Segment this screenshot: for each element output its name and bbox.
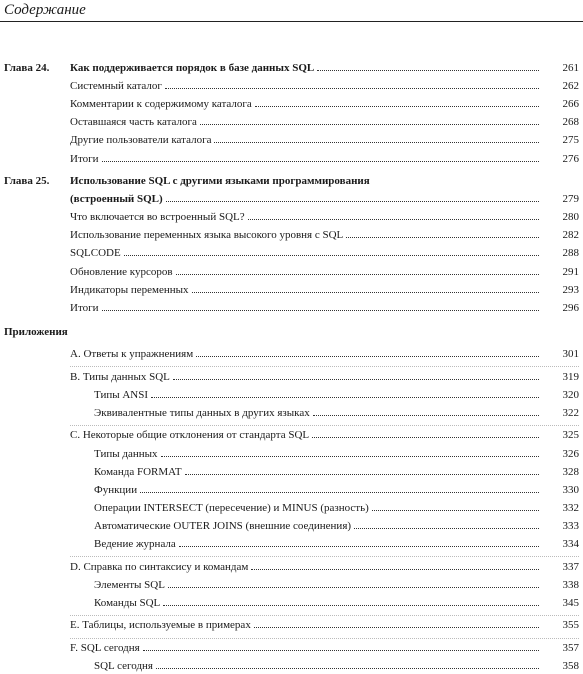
dot-leader [102, 161, 539, 162]
dot-leader [200, 124, 539, 125]
dot-leader [168, 587, 539, 588]
toc-entry[interactable] [94, 659, 583, 673]
appendix-subsection-line[interactable] [0, 406, 583, 420]
appendix-line[interactable] [0, 641, 583, 655]
toc-entry-title: A. Ответы к упражнениям [70, 348, 194, 360]
dot-leader [165, 88, 539, 89]
toc-page-number: 266 [562, 98, 579, 111]
toc-entry[interactable] [70, 174, 583, 188]
group-separator [70, 615, 579, 616]
dot-leader [346, 237, 539, 238]
dot-leader [372, 510, 539, 511]
toc-entry[interactable] [70, 283, 583, 297]
appendix-subsection-line[interactable] [0, 388, 583, 402]
toc-page-number: 275 [562, 134, 579, 147]
toc-entry[interactable] [70, 61, 583, 75]
toc-entry-title: SQLCODE [70, 247, 121, 260]
toc-page-number: 261 [562, 62, 579, 74]
chapter-section-line[interactable] [0, 152, 583, 166]
toc-entry-title: Операции INTERSECT (пересечение) и MINUS (разность) [94, 501, 369, 514]
chapter-section-line[interactable] [0, 79, 583, 93]
toc-entry[interactable] [70, 192, 583, 206]
toc-page-number: 279 [562, 193, 579, 206]
dot-leader [192, 292, 539, 293]
toc-entry-title: Оставшаяся часть каталога [70, 116, 197, 129]
toc-entry[interactable] [70, 246, 583, 260]
toc-entry[interactable] [70, 370, 583, 384]
appendix-subsection-line[interactable] [0, 501, 583, 515]
toc-page-number: 328 [562, 465, 579, 478]
toc-page-number: 322 [562, 406, 579, 419]
toc-page-number: 334 [562, 538, 579, 550]
dot-leader [255, 106, 539, 107]
dot-leader [248, 219, 539, 220]
chapter-number: Глава 25. [4, 175, 50, 187]
toc-entry[interactable] [70, 152, 583, 166]
toc-entry[interactable] [94, 447, 583, 461]
chapter-section-line[interactable] [0, 97, 583, 111]
toc-entry[interactable] [70, 79, 583, 93]
appendix-subsection-line[interactable] [0, 578, 583, 592]
toc-entry-title: Другие пользователи каталога [70, 134, 212, 147]
toc-entry-title: D. Справка по синтаксису и командам [70, 560, 249, 573]
toc-entry-title: Итоги [70, 152, 99, 165]
dot-leader [163, 605, 539, 606]
running-header: Содержание [4, 2, 86, 18]
appendix-subsection-line[interactable] [0, 519, 583, 533]
chapter-section-line[interactable] [0, 133, 583, 147]
toc-entry-title: SQL сегодня [94, 660, 153, 673]
toc-entry[interactable] [70, 115, 583, 129]
toc-page-number: 280 [562, 211, 579, 224]
toc-page-number: 291 [562, 265, 579, 278]
group-separator [70, 425, 579, 426]
dot-leader [317, 70, 539, 71]
dot-leader [124, 255, 539, 256]
dot-leader [214, 142, 539, 143]
dot-leader [179, 546, 539, 547]
group-separator [70, 366, 579, 367]
appendix-subsection-line[interactable] [0, 465, 583, 479]
group-separator [70, 638, 579, 639]
toc-entry-title: (встроенный SQL) [70, 193, 163, 206]
chapter-title-line[interactable] [0, 192, 583, 206]
toc-entry-title: Итоги [70, 301, 99, 314]
dot-leader [251, 569, 539, 570]
toc-entry[interactable] [70, 560, 583, 574]
dot-leader [173, 379, 539, 380]
toc-page-number: 326 [562, 447, 579, 460]
toc-entry[interactable] [70, 428, 583, 442]
dot-leader [312, 437, 539, 438]
toc-page-number: 330 [562, 483, 579, 496]
toc-entry[interactable] [70, 347, 583, 361]
toc-entry-title: E. Таблицы, используемые в примерах [70, 619, 251, 632]
toc-entry-title: Функции [94, 483, 138, 496]
header-rule [0, 21, 583, 22]
toc-page-number: 332 [562, 501, 579, 514]
toc-entry[interactable] [94, 596, 583, 610]
toc-entry-title: Элементы SQL [94, 578, 165, 591]
toc-page-number: 319 [562, 370, 579, 383]
toc-page-number: 325 [562, 429, 579, 442]
toc-entry[interactable] [70, 641, 583, 655]
appendices-heading: Приложения [4, 326, 68, 338]
toc-entry-title: Ведение журнала [94, 538, 176, 550]
toc-page-number: 338 [562, 578, 579, 591]
dot-leader [143, 650, 539, 651]
chapter-title-line[interactable] [0, 174, 583, 188]
appendix-line[interactable] [0, 618, 583, 632]
toc-page-number: 301 [562, 348, 579, 360]
toc-page-number: 345 [562, 596, 579, 609]
toc-entry-title: Комментарии к содержимому каталога [70, 98, 252, 111]
appendix-subsection-line[interactable] [0, 483, 583, 497]
toc-entry-title: Эквивалентные типы данных в других языках [94, 406, 310, 419]
toc-entry[interactable] [94, 537, 583, 551]
toc-entry-title: Типы данных [94, 447, 158, 460]
chapter-section-line[interactable] [0, 115, 583, 129]
appendix-subsection-line[interactable] [0, 447, 583, 461]
toc-entry-title: Автоматические OUTER JOINS (внешние соединения) [94, 519, 352, 532]
toc-page-number: 276 [562, 152, 579, 165]
chapter-section-line[interactable] [0, 283, 583, 297]
toc-page-number: 293 [562, 283, 579, 296]
toc-entry[interactable] [70, 618, 583, 632]
appendix-line[interactable] [0, 347, 583, 361]
toc-page-number: 262 [562, 80, 579, 93]
toc-entry[interactable] [94, 465, 583, 479]
toc-entry[interactable] [70, 97, 583, 111]
toc-entry-title: B. Типы данных SQL [70, 370, 170, 383]
chapter-title-line[interactable] [0, 61, 583, 75]
chapter-section-line[interactable] [0, 246, 583, 260]
dot-leader [102, 310, 539, 311]
group-separator [70, 556, 579, 557]
toc-page-number: 337 [562, 560, 579, 573]
toc-entry-title: Системный каталог [70, 80, 162, 93]
dot-leader [156, 668, 539, 669]
toc-page-number: 282 [562, 229, 579, 242]
toc-page-number: 320 [562, 388, 579, 401]
chapter-section-line[interactable] [0, 228, 583, 242]
toc-entry[interactable] [70, 265, 583, 279]
toc-entry[interactable] [94, 483, 583, 497]
appendix-line[interactable] [0, 560, 583, 574]
chapter-section-line[interactable] [0, 301, 583, 315]
dot-leader [185, 474, 539, 475]
toc-entry[interactable] [70, 210, 583, 224]
appendix-line[interactable] [0, 428, 583, 442]
toc-entry-title: C. Некоторые общие отклонения от стандарта SQL [70, 429, 310, 442]
dot-leader [254, 627, 539, 628]
appendix-subsection-line[interactable] [0, 596, 583, 610]
dot-leader [166, 201, 539, 202]
toc-page-number: 268 [562, 116, 579, 129]
dot-leader [313, 415, 539, 416]
dot-leader [176, 274, 539, 275]
toc-entry-title: Типы ANSI [94, 388, 149, 401]
toc-entry-title: Индикаторы переменных [70, 283, 189, 296]
appendix-subsection-line[interactable] [0, 537, 583, 551]
toc-entry[interactable] [94, 501, 583, 515]
appendix-line[interactable] [0, 370, 583, 384]
appendix-subsection-line[interactable] [0, 659, 583, 673]
dot-leader [196, 356, 539, 357]
dot-leader [151, 397, 539, 398]
toc-entry-title: Использование SQL с другими языками программирования [70, 175, 370, 187]
toc-entry[interactable] [70, 301, 583, 315]
toc-page-number: 355 [562, 619, 579, 632]
dot-leader [140, 492, 539, 493]
toc-entry[interactable] [70, 133, 583, 147]
toc-page-number: 296 [562, 301, 579, 314]
chapter-section-line[interactable] [0, 210, 583, 224]
toc-page-number: 288 [562, 247, 579, 260]
toc-entry-title: Команда FORMAT [94, 465, 182, 478]
chapter-number: Глава 24. [4, 62, 50, 74]
toc-entry[interactable] [94, 519, 583, 533]
toc-page-number: 357 [562, 642, 579, 654]
toc-entry-title: Команды SQL [94, 596, 161, 609]
toc-entry[interactable] [70, 228, 583, 242]
toc-page-number: 333 [562, 519, 579, 532]
chapter-section-line[interactable] [0, 265, 583, 279]
toc-entry[interactable] [94, 578, 583, 592]
toc-entry-title: Что включается во встроенный SQL? [70, 211, 245, 224]
toc-entry-title: Как поддерживается порядок в базе данных SQL [70, 62, 315, 74]
toc-page-number: 358 [562, 660, 579, 673]
toc-entry-title: Использование переменных языка высокого уровня с SQL [70, 229, 344, 242]
toc-entry[interactable] [94, 406, 583, 420]
dot-leader [161, 456, 539, 457]
dot-leader [354, 528, 539, 529]
toc-entry-title: Обновление курсоров [70, 265, 173, 278]
toc-entry[interactable] [94, 388, 583, 402]
toc-entry-title: F. SQL сегодня [70, 642, 140, 654]
